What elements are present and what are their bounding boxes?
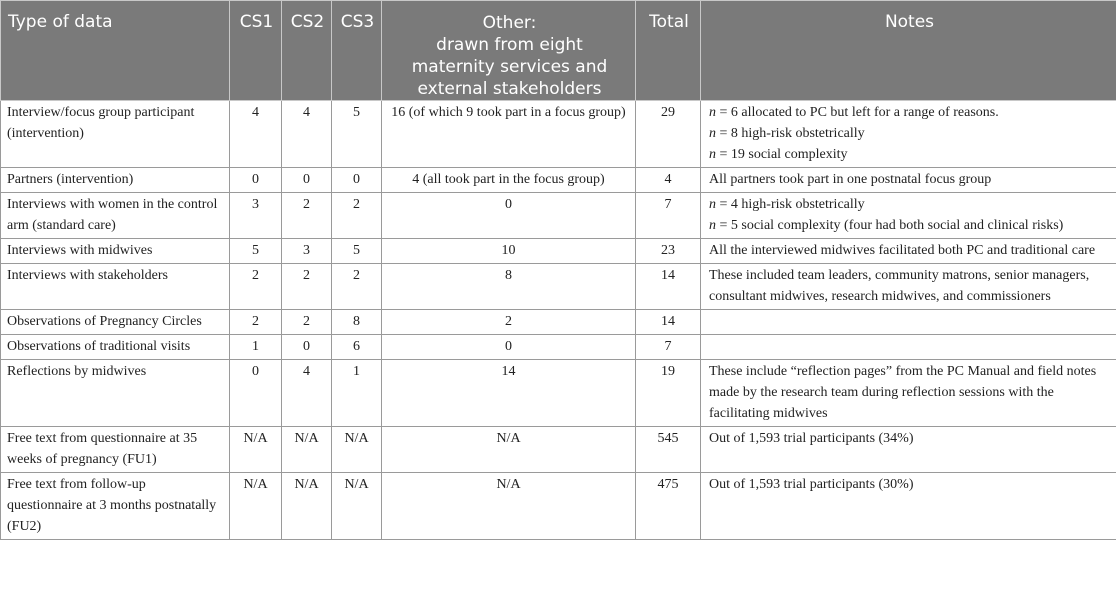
cell-total: 4 (636, 168, 701, 193)
note-text: = 5 social complexity (four had both social and clinical risks) (716, 218, 1064, 233)
note-n-symbol: n (709, 218, 716, 233)
cell-notes (701, 193, 1116, 239)
cell-total: 14 (636, 264, 701, 310)
table-row (1, 473, 1116, 540)
cell-total: 7 (636, 335, 701, 360)
cell-other: 14 (382, 360, 636, 427)
cell-cs2: 4 (282, 360, 332, 427)
cell-cs3: N/A (332, 427, 382, 473)
cell-other: 16 (of which 9 took part in a focus group) (382, 101, 636, 168)
note-n-symbol: n (709, 197, 716, 212)
cell-cs1: N/A (230, 473, 282, 540)
note-text: = 19 social complexity (716, 147, 848, 162)
cell-notes (701, 473, 1116, 540)
cell-cs1: 0 (230, 360, 282, 427)
header-notes: Notes (701, 1, 1116, 101)
header-type-of-data: Type of data (1, 1, 230, 101)
cell-cs1: 0 (230, 168, 282, 193)
cell-type-of-data: Observations of Pregnancy Circles (1, 310, 230, 335)
cell-total: 23 (636, 239, 701, 264)
note-text: = 4 high-risk obstetrically (716, 197, 865, 212)
cell-type-of-data: Interview/focus group participant (intervention) (1, 101, 230, 168)
cell-cs1: 2 (230, 264, 282, 310)
header-cs3: CS3 (332, 1, 382, 101)
cell-notes (701, 264, 1116, 310)
cell-other: 4 (all took part in the focus group) (382, 168, 636, 193)
cell-other: 10 (382, 239, 636, 264)
cell-cs2: 3 (282, 239, 332, 264)
cell-other: N/A (382, 427, 636, 473)
cell-cs1: 2 (230, 310, 282, 335)
header-total: Total (636, 1, 701, 101)
cell-notes (701, 310, 1116, 335)
cell-type-of-data: Interviews with stakeholders (1, 264, 230, 310)
cell-cs3: 5 (332, 239, 382, 264)
cell-notes (701, 239, 1116, 264)
cell-other: 0 (382, 193, 636, 239)
cell-cs2: 4 (282, 101, 332, 168)
table-body (1, 101, 1116, 540)
cell-cs3: 0 (332, 168, 382, 193)
cell-cs3: 2 (332, 264, 382, 310)
header-other-line2: drawn from eight (436, 35, 583, 55)
cell-type-of-data: Free text from follow-up questionnaire at 3 months postnatally (FU2) (1, 473, 230, 540)
header-cs2: CS2 (282, 1, 332, 101)
cell-type-of-data: Interviews with midwives (1, 239, 230, 264)
note-text: These include “reflection pages” from the PC Manual and field notes made by the research team during reflection sessions with the facilitating midwives (709, 364, 1097, 421)
table-row (1, 310, 1116, 335)
cell-cs1: N/A (230, 427, 282, 473)
cell-cs1: 5 (230, 239, 282, 264)
cell-other: N/A (382, 473, 636, 540)
cell-cs3: N/A (332, 473, 382, 540)
note-n-symbol: n (709, 126, 716, 141)
table-row (1, 168, 1116, 193)
table-row (1, 264, 1116, 310)
cell-total: 475 (636, 473, 701, 540)
cell-type-of-data: Free text from questionnaire at 35 weeks of pregnancy (FU1) (1, 427, 230, 473)
cell-notes (701, 335, 1116, 360)
table-row (1, 335, 1116, 360)
cell-cs1: 3 (230, 193, 282, 239)
cell-type-of-data: Observations of traditional visits (1, 335, 230, 360)
header-other-line1: Other: (482, 13, 537, 33)
table-row (1, 101, 1116, 168)
table-row (1, 193, 1116, 239)
cell-type-of-data: Partners (intervention) (1, 168, 230, 193)
cell-cs2: N/A (282, 473, 332, 540)
header-cs1: CS1 (230, 1, 282, 101)
cell-cs2: 2 (282, 264, 332, 310)
cell-notes (701, 427, 1116, 473)
cell-type-of-data: Interviews with women in the control arm (standard care) (1, 193, 230, 239)
cell-cs1: 1 (230, 335, 282, 360)
cell-cs2: 0 (282, 335, 332, 360)
cell-cs3: 8 (332, 310, 382, 335)
note-text: = 6 allocated to PC but left for a range of reasons. (716, 105, 999, 120)
header-other-line3: maternity services and (411, 57, 608, 77)
cell-notes (701, 168, 1116, 193)
note-text: All partners took part in one postnatal focus group (709, 172, 992, 187)
table-row (1, 427, 1116, 473)
cell-other: 8 (382, 264, 636, 310)
cell-cs3: 6 (332, 335, 382, 360)
cell-other: 0 (382, 335, 636, 360)
note-text: Out of 1,593 trial participants (30%) (709, 477, 914, 492)
cell-cs3: 5 (332, 101, 382, 168)
note-text: All the interviewed midwives facilitated both PC and traditional care (709, 243, 1096, 258)
note-n-symbol: n (709, 105, 716, 120)
cell-total: 14 (636, 310, 701, 335)
cell-notes (701, 101, 1116, 168)
cell-other: 2 (382, 310, 636, 335)
cell-cs2: N/A (282, 427, 332, 473)
note-n-symbol: n (709, 147, 716, 162)
header-other-line4: external stakeholders (417, 79, 602, 99)
cell-cs1: 4 (230, 101, 282, 168)
note-text: = 8 high-risk obstetrically (716, 126, 865, 141)
table-row (1, 239, 1116, 264)
cell-type-of-data: Reflections by midwives (1, 360, 230, 427)
header-row (1, 1, 1116, 101)
cell-total: 19 (636, 360, 701, 427)
cell-total: 545 (636, 427, 701, 473)
cell-total: 7 (636, 193, 701, 239)
cell-cs2: 2 (282, 193, 332, 239)
cell-cs2: 2 (282, 310, 332, 335)
note-text: These included team leaders, community matrons, senior managers, consultant midwives, research midwives, and commissioners (709, 268, 1090, 304)
note-text: Out of 1,593 trial participants (34%) (709, 431, 914, 446)
cell-cs3: 1 (332, 360, 382, 427)
cell-cs2: 0 (282, 168, 332, 193)
cell-total: 29 (636, 101, 701, 168)
cell-notes (701, 360, 1116, 427)
table-row (1, 360, 1116, 427)
cell-cs3: 2 (332, 193, 382, 239)
header-other (382, 1, 636, 101)
